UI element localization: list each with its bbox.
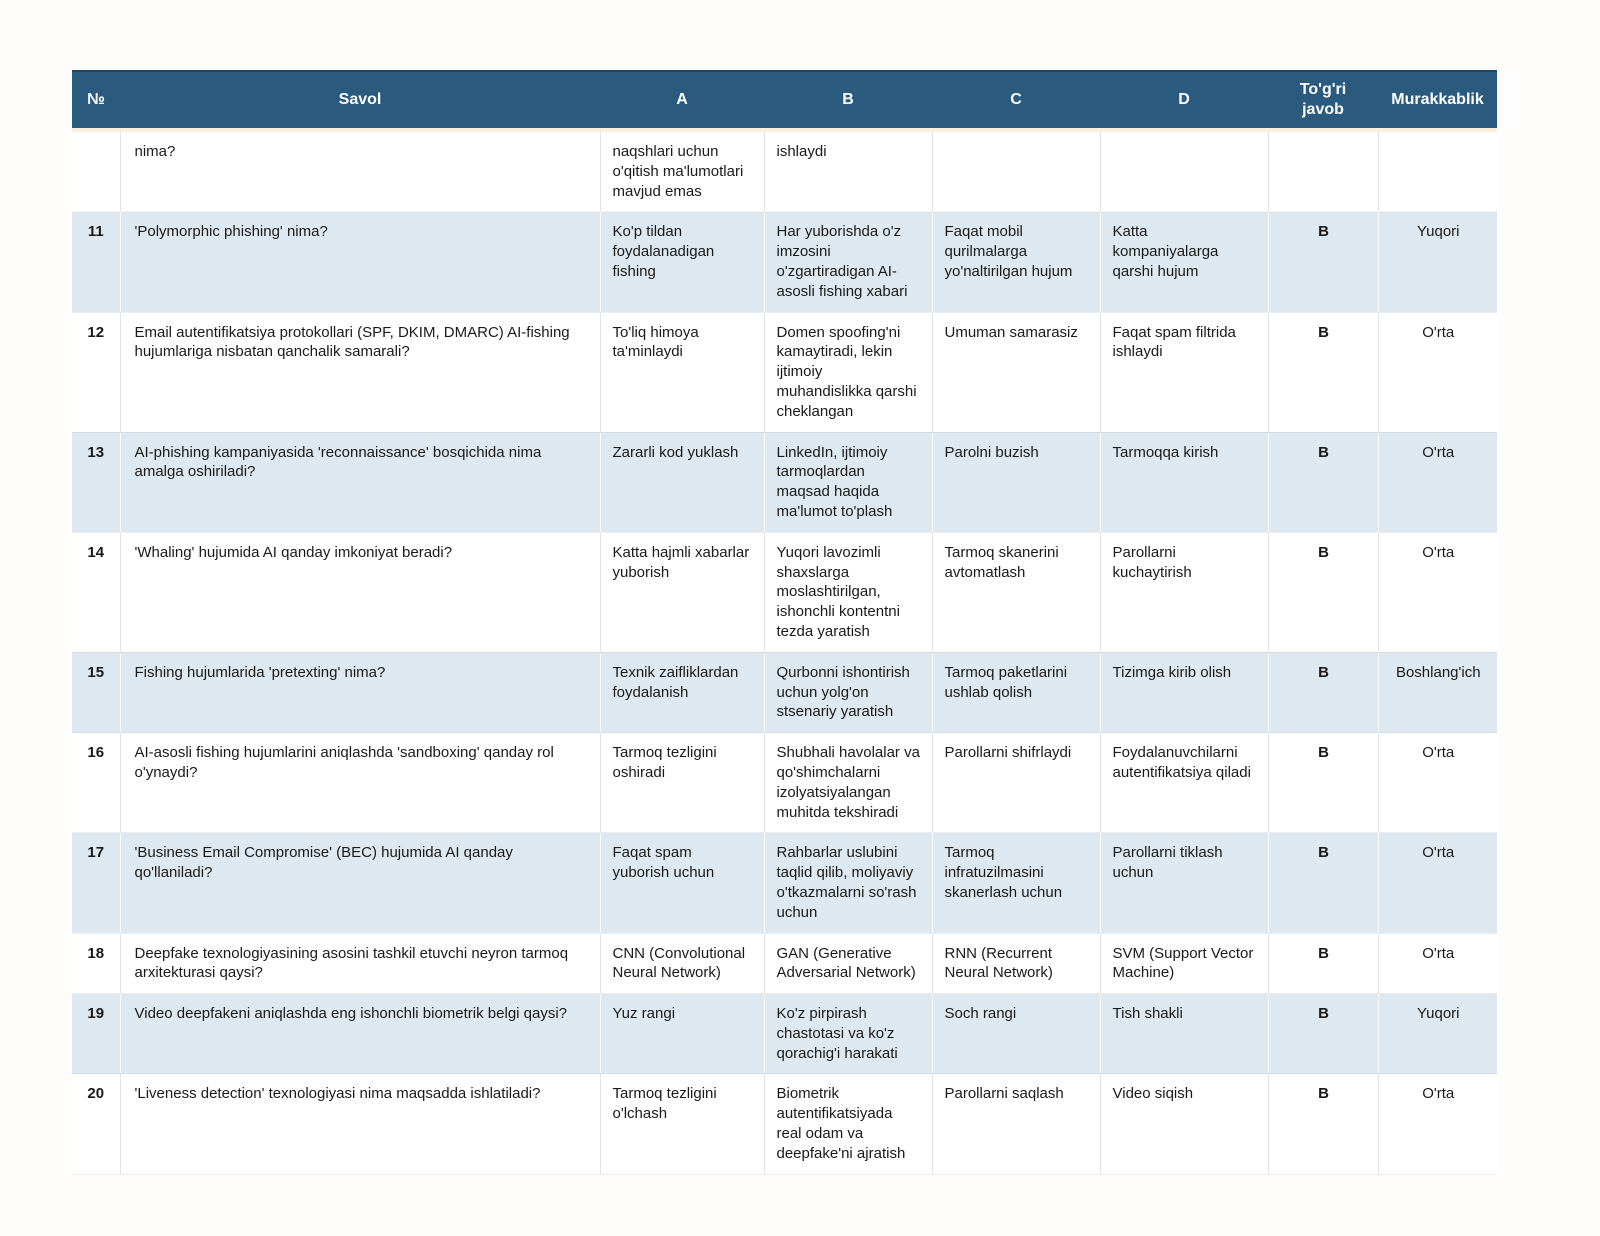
cell-correct-answer: B	[1268, 212, 1378, 312]
cell-option-a: Tarmoq tezligini o'lchash	[600, 1074, 764, 1174]
cell-option-b: Rahbarlar uslubini taqlid qilib, moliyaviy o'tkazmalarni so'rash uchun	[764, 833, 932, 933]
cell-number: 20	[72, 1074, 120, 1174]
cell-option-d: Tish shakli	[1100, 994, 1268, 1074]
cell-question: Email autentifikatsiya protokollari (SPF, DKIM, DMARC) AI-fishing hujumlariga nisbatan qanchalik samarali?	[120, 312, 600, 432]
cell-option-a: CNN (Convolutional Neural Network)	[600, 933, 764, 994]
cell-option-c: Umuman samarasiz	[932, 312, 1100, 432]
table-header	[72, 71, 1497, 130]
column-header-difficulty: Murakkablik	[1378, 71, 1497, 130]
cell-correct-answer: B	[1268, 1074, 1378, 1174]
cell-option-c: Soch rangi	[932, 994, 1100, 1074]
cell-correct-answer: B	[1268, 652, 1378, 732]
cell-option-c: Parollarni shifrlaydi	[932, 733, 1100, 833]
cell-number	[72, 130, 120, 212]
cell-option-c	[932, 130, 1100, 212]
cell-difficulty: O'rta	[1378, 312, 1497, 432]
cell-number: 11	[72, 212, 120, 312]
cell-option-b: ishlaydi	[764, 130, 932, 212]
cell-option-c: Parolni buzish	[932, 432, 1100, 532]
column-header-option-b: B	[764, 71, 932, 130]
cell-option-a: naqshlari uchun o'qitish ma'lumotlari mavjud emas	[600, 130, 764, 212]
cell-option-a: Texnik zaifliklardan foydalanish	[600, 652, 764, 732]
quiz-table-container	[72, 70, 1497, 1175]
table-row-11	[72, 212, 1497, 312]
cell-number: 17	[72, 833, 120, 933]
table-row-16	[72, 733, 1497, 833]
cell-option-d: Video siqish	[1100, 1074, 1268, 1174]
cell-option-a: Faqat spam yuborish uchun	[600, 833, 764, 933]
table-row-12	[72, 312, 1497, 432]
cell-correct-answer: B	[1268, 532, 1378, 652]
column-header-question: Savol	[120, 71, 600, 130]
cell-number: 13	[72, 432, 120, 532]
header-row	[72, 71, 1497, 130]
cell-option-a: To'liq himoya ta'minlaydi	[600, 312, 764, 432]
column-header-option-c: C	[932, 71, 1100, 130]
cell-number: 16	[72, 733, 120, 833]
cell-option-c: Tarmoq infratuzilmasini skanerlash uchun	[932, 833, 1100, 933]
cell-option-a: Katta hajmli xabarlar yuborish	[600, 532, 764, 652]
cell-option-a: Yuz rangi	[600, 994, 764, 1074]
cell-option-c: Tarmoq paketlarini ushlab qolish	[932, 652, 1100, 732]
table-row-15	[72, 652, 1497, 732]
cell-difficulty: O'rta	[1378, 933, 1497, 994]
cell-option-b: Yuqori lavozimli shaxslarga moslashtirilgan, ishonchli kontentni tezda yaratish	[764, 532, 932, 652]
table-body	[72, 130, 1497, 1174]
cell-question: 'Business Email Compromise' (BEC) hujumida AI qanday qo'llaniladi?	[120, 833, 600, 933]
cell-option-b: Ko'z pirpirash chastotasi va ko'z qorachig'i harakati	[764, 994, 932, 1074]
cell-option-d: Katta kompaniyalarga qarshi hujum	[1100, 212, 1268, 312]
cell-question: 'Liveness detection' texnologiyasi nima maqsadda ishlatiladi?	[120, 1074, 600, 1174]
cell-difficulty: O'rta	[1378, 733, 1497, 833]
table-row-19	[72, 994, 1497, 1074]
cell-difficulty: O'rta	[1378, 833, 1497, 933]
cell-option-b: Qurbonni ishontirish uchun yolg'on stsenariy yaratish	[764, 652, 932, 732]
cell-difficulty: O'rta	[1378, 532, 1497, 652]
cell-question: 'Polymorphic phishing' nima?	[120, 212, 600, 312]
column-header-option-a: A	[600, 71, 764, 130]
cell-option-b: Domen spoofing'ni kamaytiradi, lekin ijtimoiy muhandislikka qarshi cheklangan	[764, 312, 932, 432]
cell-correct-answer: B	[1268, 432, 1378, 532]
cell-difficulty: O'rta	[1378, 1074, 1497, 1174]
cell-option-d: Faqat spam filtrida ishlaydi	[1100, 312, 1268, 432]
cell-option-d: Tizimga kirib olish	[1100, 652, 1268, 732]
cell-option-c: RNN (Recurrent Neural Network)	[932, 933, 1100, 994]
cell-option-b: Har yuborishda o'z imzosini o'zgartiradigan AI-asosli fishing xabari	[764, 212, 932, 312]
cell-option-d: Parollarni tiklash uchun	[1100, 833, 1268, 933]
cell-question: nima?	[120, 130, 600, 212]
cell-correct-answer: B	[1268, 933, 1378, 994]
cell-option-d: Parollarni kuchaytirish	[1100, 532, 1268, 652]
cell-correct-answer	[1268, 130, 1378, 212]
table-row-20	[72, 1074, 1497, 1174]
cell-number: 15	[72, 652, 120, 732]
column-header-option-d: D	[1100, 71, 1268, 130]
cell-option-d: Tarmoqqa kirish	[1100, 432, 1268, 532]
cell-option-a: Ko'p tildan foydalanadigan fishing	[600, 212, 764, 312]
cell-number: 18	[72, 933, 120, 994]
cell-correct-answer: B	[1268, 833, 1378, 933]
table-row-14	[72, 532, 1497, 652]
column-header-correct-answer: To'g'ri javob	[1268, 71, 1378, 130]
table-row-17	[72, 833, 1497, 933]
table-row-10-continued	[72, 130, 1497, 212]
column-header-number: №	[72, 71, 120, 130]
cell-option-d	[1100, 130, 1268, 212]
table-row-13	[72, 432, 1497, 532]
cell-question: Deepfake texnologiyasining asosini tashkil etuvchi neyron tarmoq arxitekturasi qaysi?	[120, 933, 600, 994]
cell-difficulty: O'rta	[1378, 432, 1497, 532]
cell-option-d: SVM (Support Vector Machine)	[1100, 933, 1268, 994]
table-row-18	[72, 933, 1497, 994]
cell-question: Fishing hujumlarida 'pretexting' nima?	[120, 652, 600, 732]
cell-difficulty: Boshlang'ich	[1378, 652, 1497, 732]
cell-option-c: Parollarni saqlash	[932, 1074, 1100, 1174]
cell-number: 14	[72, 532, 120, 652]
cell-number: 12	[72, 312, 120, 432]
cell-option-b: LinkedIn, ijtimoiy tarmoqlardan maqsad haqida ma'lumot to'plash	[764, 432, 932, 532]
cell-option-d: Foydalanuvchilarni autentifikatsiya qiladi	[1100, 733, 1268, 833]
cell-difficulty	[1378, 130, 1497, 212]
cell-question: AI-phishing kampaniyasida 'reconnaissance' bosqichida nima amalga oshiriladi?	[120, 432, 600, 532]
cell-question: 'Whaling' hujumida AI qanday imkoniyat beradi?	[120, 532, 600, 652]
cell-option-a: Tarmoq tezligini oshiradi	[600, 733, 764, 833]
cell-option-c: Faqat mobil qurilmalarga yo'naltirilgan hujum	[932, 212, 1100, 312]
quiz-table	[72, 70, 1497, 1175]
cell-correct-answer: B	[1268, 312, 1378, 432]
cell-option-b: GAN (Generative Adversarial Network)	[764, 933, 932, 994]
cell-question: Video deepfakeni aniqlashda eng ishonchli biometrik belgi qaysi?	[120, 994, 600, 1074]
cell-option-b: Shubhali havolalar va qo'shimchalarni izolyatsiyalangan muhitda tekshiradi	[764, 733, 932, 833]
cell-question: AI-asosli fishing hujumlarini aniqlashda 'sandboxing' qanday rol o'ynaydi?	[120, 733, 600, 833]
cell-option-c: Tarmoq skanerini avtomatlash	[932, 532, 1100, 652]
cell-correct-answer: B	[1268, 733, 1378, 833]
cell-difficulty: Yuqori	[1378, 212, 1497, 312]
cell-option-a: Zararli kod yuklash	[600, 432, 764, 532]
cell-option-b: Biometrik autentifikatsiyada real odam va deepfake'ni ajratish	[764, 1074, 932, 1174]
cell-difficulty: Yuqori	[1378, 994, 1497, 1074]
cell-number: 19	[72, 994, 120, 1074]
cell-correct-answer: B	[1268, 994, 1378, 1074]
